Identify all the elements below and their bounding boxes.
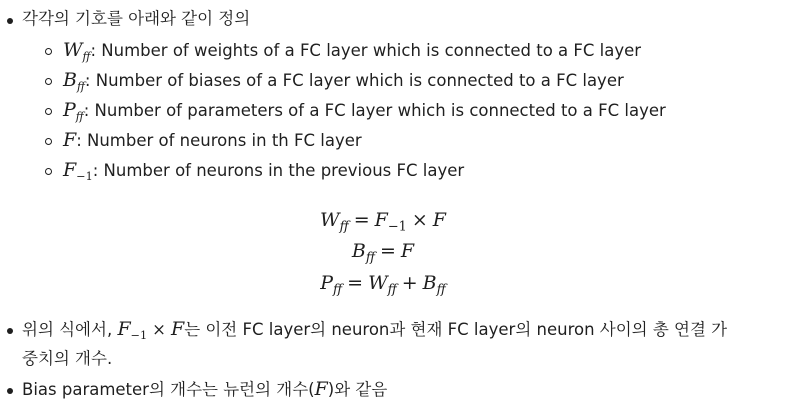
eq-term: W [368, 272, 388, 294]
eq-term-subscript: ff [387, 282, 397, 298]
intro-label: 각각의 기호를 아래와 같이 정의 [22, 9, 251, 28]
note-text: 는 이전 FC layer의 neuron과 현재 FC layer의 neuron 사이의 총 연결 가 [184, 320, 728, 339]
definition-item [63, 97, 666, 124]
eq-operator: × [411, 209, 428, 231]
note-symbol: F [171, 318, 185, 340]
symbol: B [63, 69, 77, 91]
equation-parameters [0, 268, 766, 298]
symbol-subscript: ff [75, 109, 84, 123]
definition-text: : Number of parameters of a FC layer which is connected to a FC layer [83, 101, 666, 120]
symbol-subscript: ff [76, 79, 85, 93]
note-text: 위의 식에서, [22, 320, 118, 339]
definition-item [63, 157, 464, 184]
eq-operator: + [401, 272, 418, 294]
eq-equals: = [347, 272, 364, 294]
note-connections [22, 316, 727, 343]
eq-lhs: B [351, 240, 366, 262]
eq-term-subscript: −1 [387, 219, 407, 235]
eq-lhs: P [320, 272, 333, 294]
equation-biases [0, 236, 766, 266]
symbol: W [63, 39, 83, 61]
definition-text: : Number of biases of a FC layer which is connected to a FC layer [84, 71, 624, 90]
definition-item [63, 127, 362, 154]
eq-lhs: W [320, 209, 340, 231]
bullet-dot [7, 18, 13, 24]
note-text: )와 같음 [327, 380, 388, 399]
bullet-ring [45, 138, 52, 145]
eq-equals: = [353, 209, 370, 231]
definition-item [63, 37, 641, 64]
note-symbol: F [314, 378, 328, 400]
bullet-ring [45, 108, 52, 115]
eq-term: F [400, 240, 415, 262]
symbol: F [63, 159, 77, 181]
symbol-subscript: −1 [76, 169, 93, 183]
eq-lhs-subscript: ff [365, 250, 375, 266]
eq-term: F [374, 209, 388, 231]
symbol: P [63, 99, 76, 121]
eq-lhs-subscript: ff [339, 219, 349, 235]
definition-item [63, 67, 624, 94]
note-text: 중치의 개수. [22, 349, 113, 368]
bullet-ring [45, 78, 52, 85]
note-symbol-subscript: −1 [130, 328, 148, 342]
bullet-dot [7, 388, 13, 394]
definition-text: : Number of neurons in the previous FC layer [92, 161, 465, 180]
note-bias [22, 376, 387, 403]
note-symbol: F [117, 318, 131, 340]
bullet-dot [7, 328, 13, 334]
eq-term-subscript: ff [436, 282, 446, 298]
eq-term: F [432, 209, 446, 231]
equation-weights [0, 205, 766, 235]
note-operator: × [152, 320, 166, 339]
intro-text [22, 6, 250, 32]
definition-text: : Number of weights of a FC layer which is connected to a FC layer [90, 41, 642, 60]
eq-lhs-subscript: ff [332, 282, 343, 298]
eq-term: B [422, 272, 437, 294]
definition-text: : Number of neurons in th FC layer [76, 131, 362, 150]
eq-equals: = [380, 240, 396, 262]
symbol: F [63, 129, 77, 151]
bullet-ring [45, 48, 52, 55]
symbol-subscript: ff [82, 49, 91, 63]
note-text: Bias parameter의 개수는 뉴런의 개수( [22, 380, 315, 399]
bullet-ring [45, 168, 52, 175]
note-connections-continued [22, 346, 112, 372]
